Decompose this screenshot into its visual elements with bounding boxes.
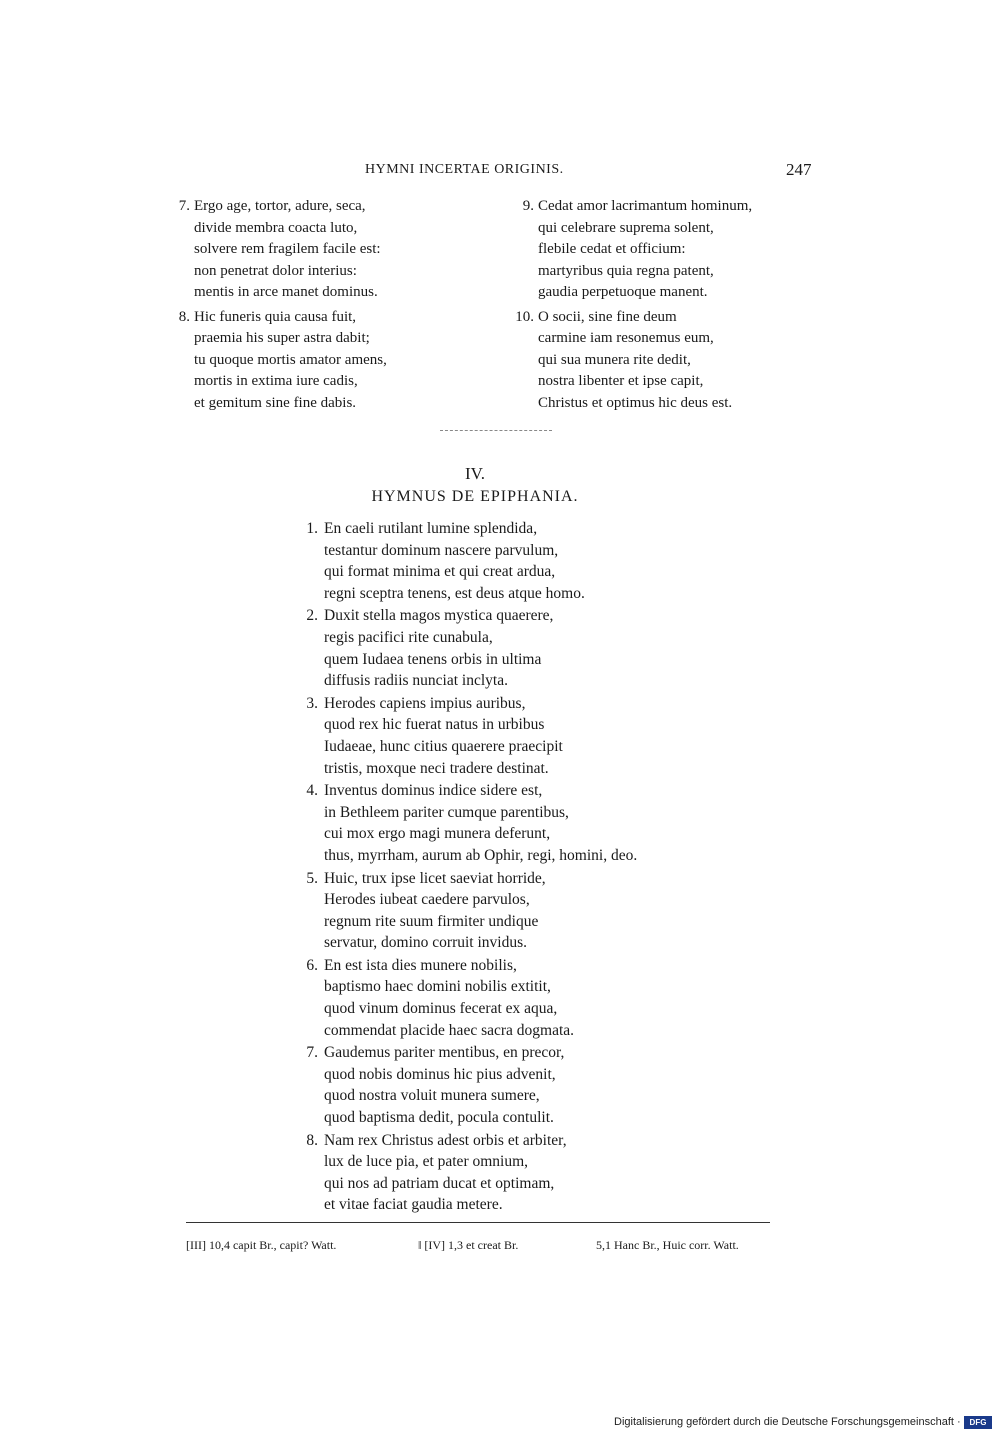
hymn-title: HYMNUS DE EPIPHANIA. (371, 488, 579, 505)
previous-hymn-right-column (506, 196, 826, 417)
verse-line: tristis, moxque neci tradere destinat. (324, 759, 549, 777)
verse-line: Duxit stella magos mystica quaerere, (324, 607, 554, 625)
verse-line: qui format minima et qui creat ardua, (324, 563, 556, 581)
stanza-number: 4. (306, 782, 318, 800)
stanza-number: 9. (522, 198, 534, 214)
stanza-number: 1. (306, 520, 318, 537)
verse-line: Ergo age, tortor, adure, seca, (194, 198, 366, 214)
verse-line: nostra libenter et ipse capit, (538, 373, 704, 389)
verse-line: regnum rite suum firmiter undique (324, 912, 539, 930)
verse-line: et gemitum sine fine dabis. (194, 394, 357, 411)
verse-line: Herodes iubeat caedere parvulos, (324, 891, 530, 909)
running-title: HYMNI INCERTAE ORIGINIS. (365, 162, 564, 177)
verse-line: servatur, domino corruit invidus. (324, 934, 527, 952)
stanza (298, 780, 758, 866)
verse-line: quod vinum dominus fecerat ex aqua, (324, 1000, 558, 1018)
verse-line: et vitae faciat gaudia metere. (324, 1196, 503, 1214)
stanza-number: 10. (515, 308, 534, 325)
verse-line: mortis in extima iure cadis, (194, 373, 358, 389)
stanza (298, 693, 758, 779)
section-divider (440, 430, 552, 431)
verse-line: martyribus quia regna patent, (538, 262, 714, 279)
verse-line: quem Iudaea tenens orbis in ultima (324, 650, 542, 668)
page-number: 247 (786, 160, 812, 179)
verse-line: Iudaeae, hunc citius quaerere praecipit (324, 737, 563, 755)
stanza (298, 1130, 758, 1216)
verse-line: praemia his super astra dabit; (194, 330, 370, 346)
verse-line: quod nobis dominus hic pius advenit, (324, 1065, 556, 1083)
verse-line: Inventus dominus indice sidere est, (324, 782, 543, 800)
verse-line: non penetrat dolor interius: (194, 262, 357, 279)
verse-line: En caeli rutilant lumine splendida, (324, 520, 538, 537)
stanza (298, 955, 758, 1041)
footnote: [III] 10,4 capit Br., capit? Watt. (186, 1238, 337, 1252)
verse-line: Hic funeris quia causa fuit, (194, 308, 357, 325)
verse-line: in Bethleem pariter cumque parentibus, (324, 803, 569, 821)
hymn-number: IV. (465, 464, 485, 483)
verse-line: Christus et optimus hic deus est. (538, 394, 733, 411)
dfg-logo: DFG (964, 1416, 992, 1429)
stanza (506, 307, 826, 415)
stanza-number: 5. (306, 869, 318, 887)
stanza (506, 196, 826, 304)
verse-line: Gaudemus pariter mentibus, en precor, (324, 1044, 565, 1062)
verse-line: Nam rex Christus adest orbis et arbiter, (324, 1131, 567, 1149)
verse-line: thus, myrrham, aurum ab Ophir, regi, homini, deo. (324, 846, 638, 864)
verse-line: qui sua munera rite dedit, (538, 351, 691, 368)
verse-line: quod rex hic fuerat natus in urbibus (324, 716, 545, 734)
footnote-rule (186, 1222, 770, 1223)
verse-line: tu quoque mortis amator amens, (194, 351, 387, 368)
stanza-number: 7. (306, 1044, 318, 1062)
stanza (170, 196, 490, 304)
stanza-number: 7. (178, 198, 190, 214)
verse-line: mentis in arce manet dominus. (194, 284, 378, 300)
funding-notice: Digitalisierung gefördert durch die Deutsche Forschungsgemeinschaft · (614, 1416, 961, 1428)
verse-line: quod nostra voluit munera sumere, (324, 1087, 540, 1105)
stanza-number: 8. (178, 308, 190, 325)
verse-line: En est ista dies munere nobilis, (324, 956, 517, 974)
verse-line: divide membra coacta luto, (194, 219, 358, 236)
verse-line: qui celebrare suprema solent, (538, 219, 714, 236)
verse-line: gaudia perpetuoque manent. (538, 284, 708, 300)
verse-line: cui mox ergo magi munera deferunt, (324, 825, 551, 843)
stanza-number: 2. (306, 607, 318, 625)
stanza-number: 6. (306, 956, 318, 974)
verse-line: diffusis radiis nunciat inclyta. (324, 672, 508, 690)
verse-line: Cedat amor lacrimantum hominum, (538, 198, 753, 214)
stanza (170, 307, 490, 415)
stanza-number: 3. (306, 694, 318, 712)
verse-line: quod baptisma dedit, pocula contulit. (324, 1109, 554, 1127)
stanza (298, 605, 758, 691)
stanza-number: 8. (306, 1131, 318, 1149)
verse-line: regni sceptra tenens, est deus atque homo. (324, 584, 585, 602)
verse-line: testantur dominum nascere parvulum, (324, 541, 559, 559)
verse-line: carmine iam resonemus eum, (538, 330, 714, 346)
stanza (298, 518, 758, 604)
footnote: 5,1 Hanc Br., Huic corr. Watt. (596, 1238, 739, 1252)
verse-line: commendat placide haec sacra dogmata. (324, 1021, 575, 1039)
verse-line: O socii, sine fine deum (538, 308, 677, 325)
stanza (298, 868, 758, 954)
verse-line: regis pacifici rite cunabula, (324, 628, 493, 646)
verse-line: Huic, trux ipse licet saeviat horride, (324, 869, 546, 887)
verse-line: lux de luce pia, et pater omnium, (324, 1153, 529, 1171)
verse-line: baptismo haec domini nobilis extitit, (324, 978, 551, 996)
hymn-text (298, 518, 758, 1217)
footnote: ‖ [IV] 1,3 et creat Br. (418, 1238, 519, 1252)
verse-line: flebile cedat et officium: (538, 241, 686, 257)
previous-hymn-left-column (170, 196, 490, 417)
stanza (298, 1042, 758, 1128)
verse-line: solvere rem fragilem facile est: (194, 241, 381, 257)
verse-line: qui nos ad patriam ducat et optimam, (324, 1174, 555, 1192)
verse-line: Herodes capiens impius auribus, (324, 694, 526, 712)
